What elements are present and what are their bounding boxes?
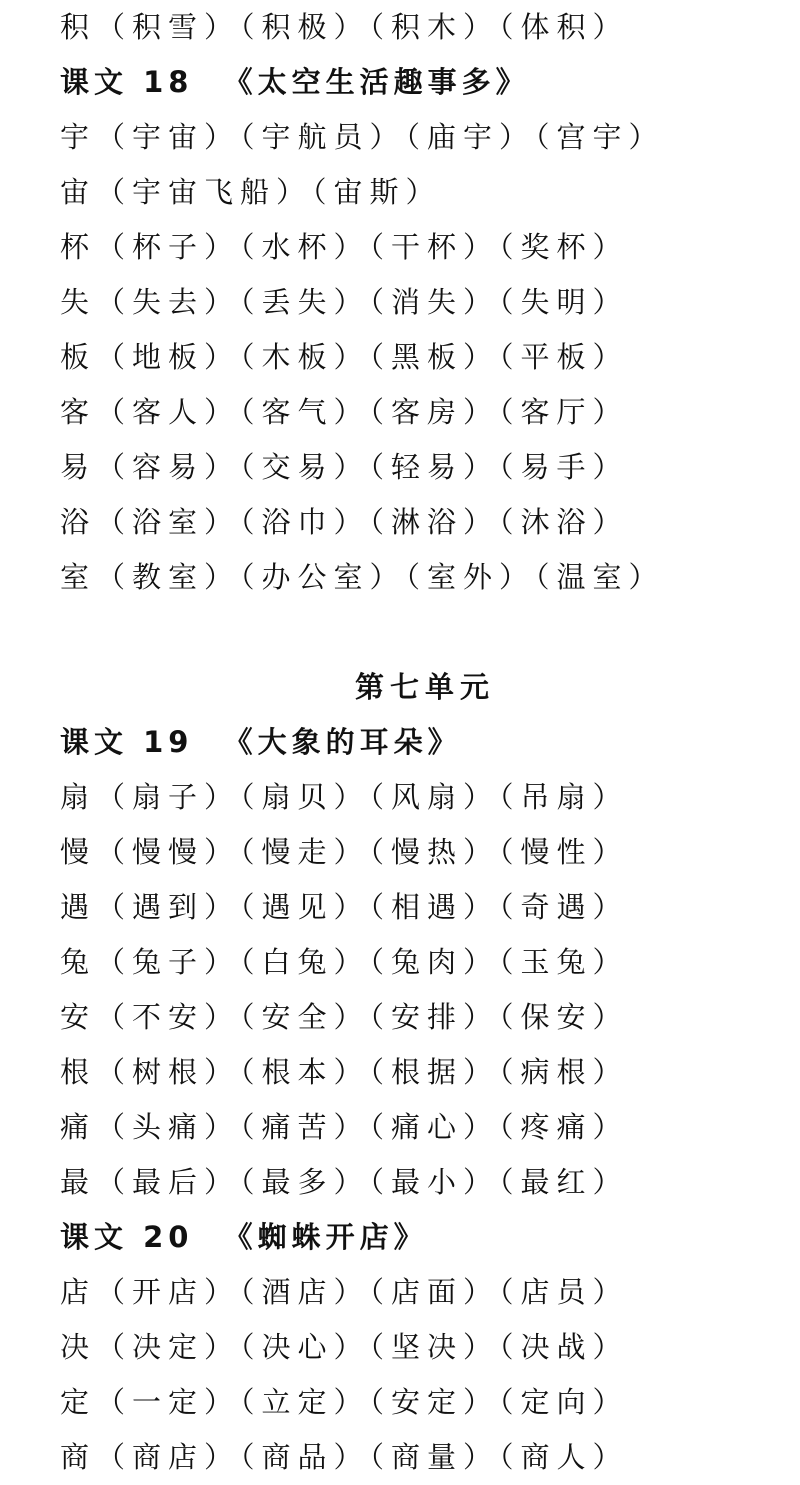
lesson-20-heading: 课文 20 《蜘蛛开店》 [60,1220,428,1254]
word-line-ji: 积（积雪）（积极）（积木）（体积） [60,10,629,44]
lesson-19-heading: 课文 19 《大象的耳朵》 [60,725,462,759]
word-line: 根（树根）（根本）（根据）（病根） [60,1055,629,1089]
word-line: 失（失去）（丢失）（消失）（失明） [60,285,629,319]
word-line: 杯（杯子）（水杯）（干杯）（奖杯） [60,230,629,264]
word-line: 定（一定）（立定）（安定）（定向） [60,1385,629,1419]
unit-title: 第七单元 [354,670,495,704]
word-line: 安（不安）（安全）（安排）（保安） [60,1000,629,1034]
word-line: 兔（兔子）（白兔）（兔肉）（玉兔） [60,945,629,979]
word-line: 慢（慢慢）（慢走）（慢热）（慢性） [60,835,629,869]
word-line: 扇（扇子）（扇贝）（风扇）（吊扇） [60,780,629,814]
word-line: 宇（宇宙）（宇航员）（庙宇）（宫宇） [60,120,665,154]
word-line: 店（开店）（酒店）（店面）（店员） [60,1275,629,1309]
word-line: 室（教室）（办公室）（室外）（温室） [60,560,665,594]
word-line: 板（地板）（木板）（黑板）（平板） [60,340,629,374]
word-line: 客（客人）（客气）（客房）（客厅） [60,395,629,429]
word-line: 易（容易）（交易）（轻易）（易手） [60,450,629,484]
word-line: 决（决定）（决心）（坚决）（决战） [60,1330,629,1364]
word-line: 宙（宇宙飞船）（宙斯） [60,175,442,209]
word-line: 痛（头痛）（痛苦）（痛心）（疼痛） [60,1110,629,1144]
word-line: 商（商店）（商品）（商量）（商人） [60,1440,629,1474]
word-line: 最（最后）（最多）（最小）（最红） [60,1165,629,1199]
word-line: 遇（遇到）（遇见）（相遇）（奇遇） [60,890,629,924]
word-line: 浴（浴室）（浴巾）（淋浴）（沐浴） [60,505,629,539]
lesson-18-heading: 课文 18 《太空生活趣事多》 [60,65,530,99]
